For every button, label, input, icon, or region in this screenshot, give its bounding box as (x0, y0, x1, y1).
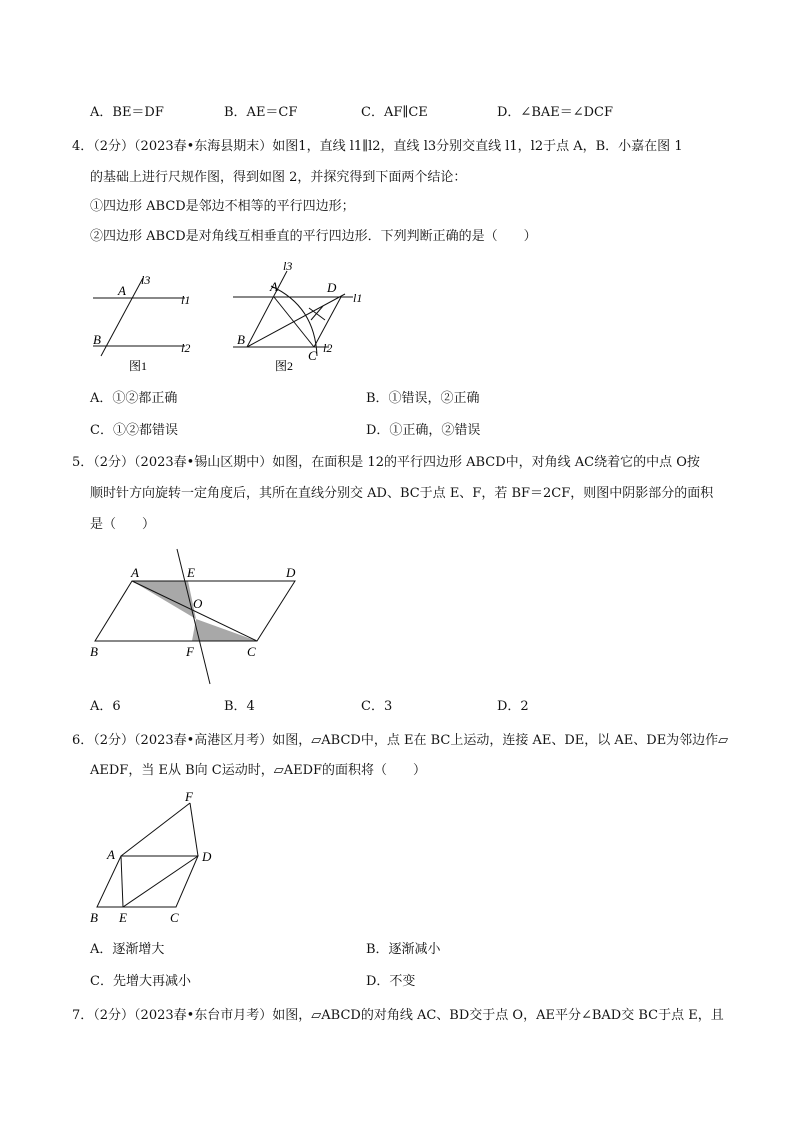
q4-fig2-label-l1: l1 (353, 291, 363, 305)
q3-option-b: B．AE＝CF (224, 105, 298, 120)
q3-option-a: A．BE＝DF (90, 105, 164, 120)
q4-stem-line2: 的基础上进行尺规作图，得到如图 2，并探究得到下面两个结论： (90, 170, 467, 185)
q4-option-b: B．①错误，②正确 (366, 391, 480, 406)
q6-figure (85, 790, 235, 925)
q6-label-E: E (119, 910, 127, 925)
q6-side-FD (190, 803, 198, 856)
q4-fig1-label-B: B (93, 332, 101, 347)
q4-fig2-label-B: B (237, 332, 245, 347)
q4-fig2-diagonal-AC (274, 297, 314, 347)
q6-option-a: A．逐渐增大 (90, 942, 165, 957)
q6-label-B: B (90, 910, 98, 925)
q4-fig2-label-l2: l2 (323, 341, 333, 355)
q4-fig1-label-l2: l2 (181, 341, 191, 355)
q4-fig2-caption: 图2 (275, 359, 294, 373)
q4-fig2-bisector (247, 294, 345, 347)
q6-label-C: C (170, 910, 179, 925)
q4-fig1-label-A: A (118, 283, 126, 298)
q5-stem-line2: 顺时针方向旋转一定角度后，其所在直线分别交 AD、BC于点 E、F，若 BF＝2CF，则图中阴影部分的面积 (90, 486, 714, 501)
q6-option-d: D．不变 (366, 974, 416, 989)
q4-fig2-label-l3: l3 (283, 259, 293, 273)
q4-fig1-caption: 图1 (129, 359, 148, 373)
q6-side-AF (121, 803, 190, 856)
q6-label-D: D (202, 849, 212, 864)
q5-label-B: B (90, 644, 98, 659)
q4-fig2-arc-marks (309, 306, 325, 320)
q5-label-F: F (186, 644, 194, 659)
q6-label-F: F (185, 790, 193, 804)
q5-label-E: E (187, 565, 195, 580)
q6-parallelogram-ABCD (97, 856, 198, 907)
q5-option-a: A．6 (90, 699, 121, 714)
q5-label-A: A (131, 565, 139, 580)
q5-option-d: D．2 (497, 699, 529, 714)
q4-option-c: C．①②都错误 (90, 423, 178, 438)
q6-option-b: B．逐渐减小 (366, 942, 441, 957)
q6-stem-line2: AEDF，当 E从 B向 C运动时，▱AEDF的面积将（ ） (90, 763, 427, 778)
q5-label-O: O (193, 596, 203, 611)
q5-shaded-lower (192, 619, 257, 641)
q4-conclusion-1: ①四边形 ABCD是邻边不相等的平行四边形； (90, 199, 355, 214)
q4-stem-line1: 4．（2分）（2023春•东海县期末）如图1，直线 l1∥l2，直线 l3分别交直线 l1，l2于点 A，B．小嘉在图 1 (72, 139, 683, 154)
q5-option-b: B．4 (224, 699, 255, 714)
q6-stem-line1: 6．（2分）（2023春•高港区月考）如图，▱ABCD中，点 E在 BC上运动，连接 AE、DE，以 AE、DE为邻边作▱ (72, 733, 729, 748)
q5-label-D: D (286, 565, 296, 580)
q6-segment-AE (121, 856, 123, 907)
q4-fig2-label-A: A (270, 279, 278, 294)
q4-fig2-side-CD (314, 297, 341, 347)
q6-label-A: A (107, 847, 115, 862)
q6-option-c: C．先增大再减小 (90, 974, 191, 989)
q4-option-d: D．①正确，②错误 (366, 423, 481, 438)
q4-figure-2 (225, 258, 375, 383)
q5-stem-line1: 5．（2分）（2023春•锡山区期中）如图，在面积是 12的平行四边形 ABCD中，对角线 AC绕着它的中点 O按 (72, 455, 700, 470)
q5-label-C: C (247, 644, 256, 659)
q4-fig2-label-D: D (327, 280, 337, 295)
q7-stem-line1: 7．（2分）（2023春•东台市月考）如图，▱ABCD的对角线 AC、BD交于点 O，AE平分∠BAD交 BC于点 E，且 (72, 1008, 724, 1023)
q4-option-a: A．①②都正确 (90, 391, 178, 406)
q5-figure (85, 544, 315, 689)
q4-figure-1 (85, 270, 205, 380)
q4-fig2-label-C: C (308, 348, 317, 363)
q4-conclusion-2: ②四边形 ABCD是对角线互相垂直的平行四边形．下列判断正确的是（ ） (90, 229, 537, 244)
q3-option-d: D．∠BAE＝∠DCF (497, 105, 614, 120)
q4-fig1-label-l1: l1 (181, 293, 191, 307)
q3-option-c: C．AF∥CE (361, 105, 428, 120)
q5-stem-line3: 是（ ） (90, 517, 156, 532)
q5-option-c: C．3 (361, 699, 393, 714)
q4-fig2-line-l3 (247, 271, 287, 347)
q4-fig1-label-l3: l3 (141, 273, 151, 287)
